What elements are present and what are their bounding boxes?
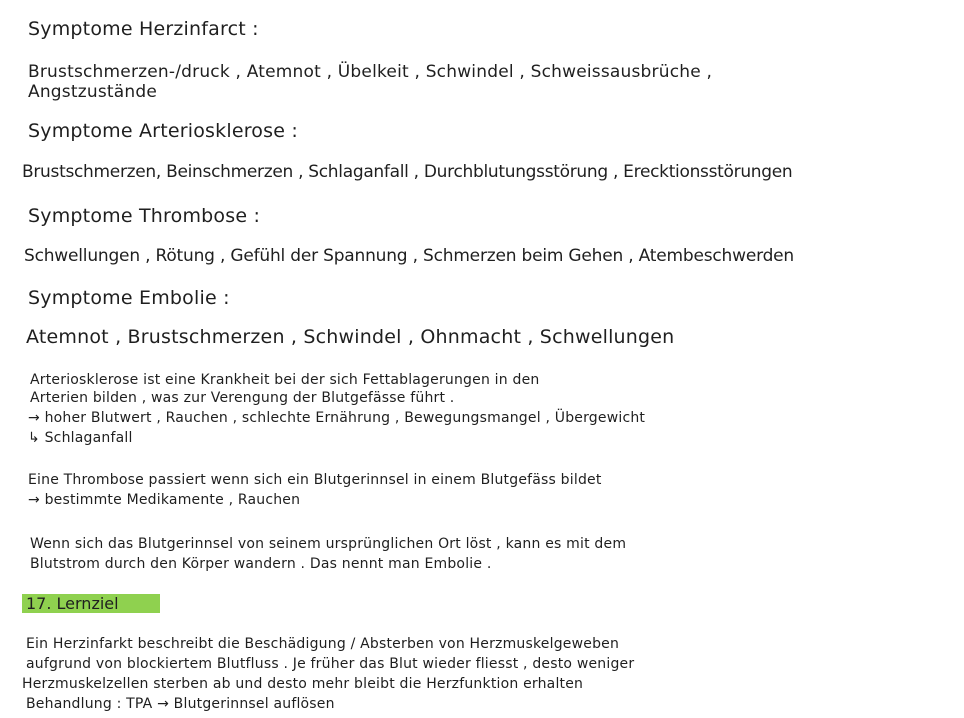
paragraph-embolie-line-1: Wenn sich das Blutgerinnsel von seinem ursprünglichen Ort löst , kann es mit dem: [30, 536, 627, 552]
heading-thrombose: Symptome Thrombose :: [28, 205, 261, 227]
symptoms-embolie: Atemnot , Brustschmerzen , Schwindel , Ohnmacht , Schwellungen: [26, 326, 675, 348]
paragraph-herzinfarkt-line-1: Ein Herzinfarkt beschreibt die Beschädigung / Absterben von Herzmuskelgeweben: [26, 636, 620, 652]
paragraph-herzinfarkt-line-4: Behandlung : TPA → Blutgerinnsel auflösen: [26, 696, 335, 712]
heading-herzinfarkt: Symptome Herzinfarct :: [28, 18, 259, 40]
paragraph-arteriosklerose-line-4: ↳ Schlaganfall: [28, 430, 133, 446]
paragraph-thrombose-line-1: Eine Thrombose passiert wenn sich ein Blutgerinnsel in einem Blutgefäss bildet: [28, 472, 602, 488]
lernziel-label: 17. Lernziel: [26, 594, 119, 613]
symptoms-herzinfarkt-line-1: Brustschmerzen-/druck , Atemnot , Übelkeit , Schwindel , Schweissausbrüche ,: [28, 62, 713, 82]
paragraph-arteriosklerose-line-3: → hoher Blutwert , Rauchen , schlechte Ernährung , Bewegungsmangel , Übergewicht: [28, 410, 646, 426]
symptoms-arteriosklerose: Brustschmerzen, Beinschmerzen , Schlaganfall , Durchblutungsstörung , Erecktionsstörungen: [22, 162, 793, 182]
paragraph-arteriosklerose-line-1: Arteriosklerose ist eine Krankheit bei der sich Fettablagerungen in den: [30, 372, 540, 388]
paragraph-embolie-line-2: Blutstrom durch den Körper wandern . Das nennt man Embolie .: [30, 556, 492, 572]
paragraph-arteriosklerose-line-2: Arterien bilden , was zur Verengung der Blutgefässe führt .: [30, 390, 455, 406]
symptoms-thrombose: Schwellungen , Rötung , Gefühl der Spannung , Schmerzen beim Gehen , Atembeschwerden: [24, 246, 794, 266]
paragraph-herzinfarkt-line-2: aufgrund von blockiertem Blutfluss . Je früher das Blut wieder fliesst , desto weniger: [26, 656, 635, 672]
symptoms-herzinfarkt-line-2: Angstzustände: [28, 82, 157, 102]
paragraph-thrombose-line-2: → bestimmte Medikamente , Rauchen: [28, 492, 301, 508]
paragraph-herzinfarkt-line-3: Herzmuskelzellen sterben ab und desto mehr bleibt die Herzfunktion erhalten: [22, 676, 584, 692]
heading-arteriosklerose: Symptome Arteriosklerose :: [28, 120, 298, 142]
heading-embolie: Symptome Embolie :: [28, 287, 230, 309]
